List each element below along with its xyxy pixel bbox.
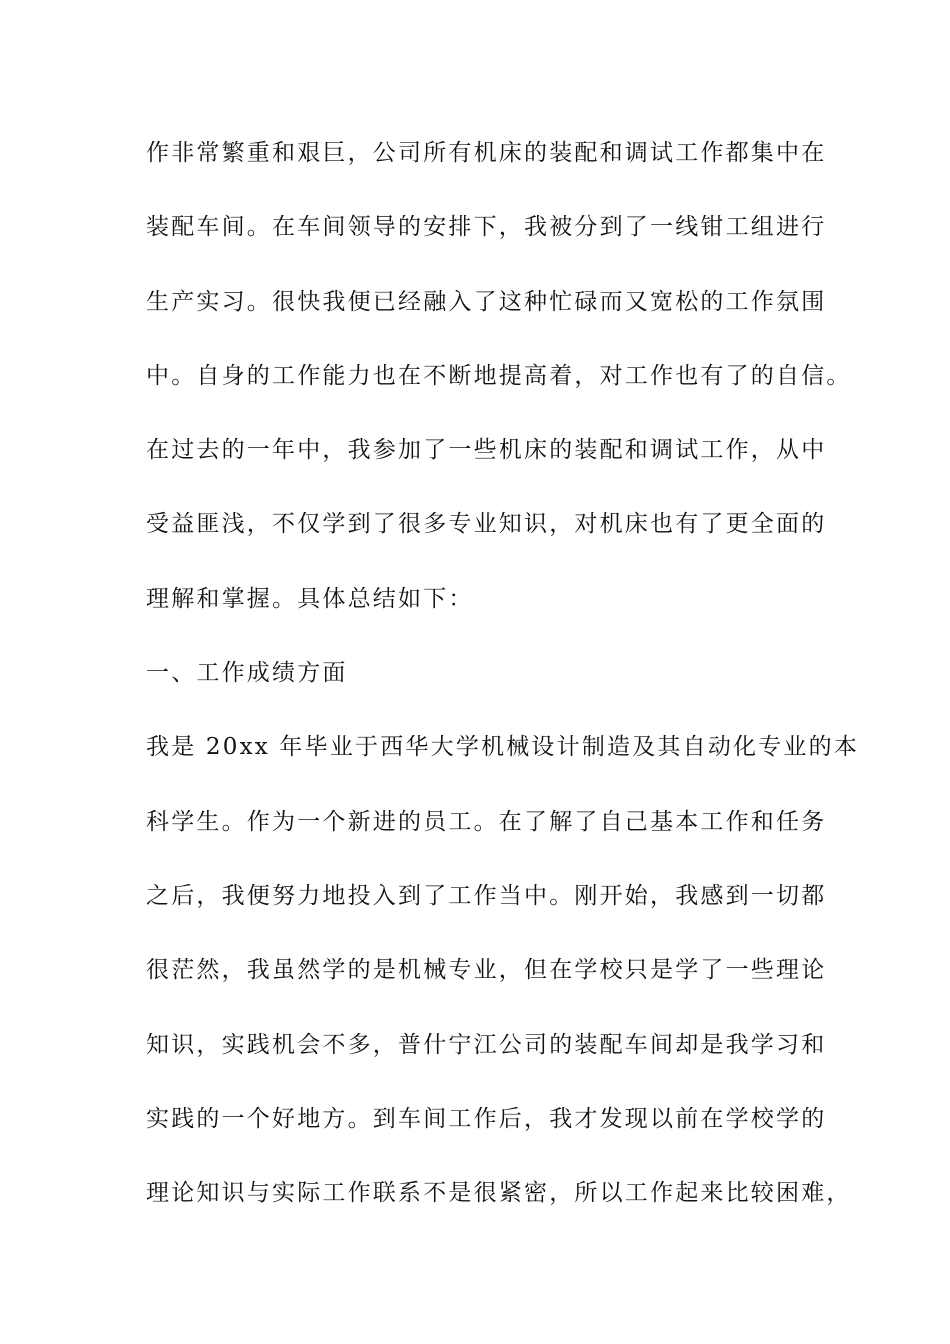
- paragraph-line: 实践的一个好地方。到车间工作后，我才发现以前在学校学的: [146, 1105, 827, 1132]
- paragraph-line: 之后，我便努力地投入到了工作当中。刚开始，我感到一切都: [146, 882, 827, 909]
- body-text: [146, 126, 860, 1240]
- paragraph-line: 科学生。作为一个新进的员工。在了解了自己基本工作和任务: [146, 808, 827, 835]
- paragraph-line: 作非常繁重和艰巨，公司所有机床的装配和调试工作都集中在: [146, 140, 827, 166]
- paragraph-line: 很茫然，我虽然学的是机械专业，但在学校只是学了一些理论: [146, 957, 827, 984]
- paragraph-line: 装配车间。在车间领导的安排下，我被分到了一线钳工组进行: [146, 214, 827, 241]
- paragraph-line: 中。自身的工作能力也在不断地提高着，对工作也有了的自信。: [146, 362, 852, 389]
- paragraph-line: 生产实习。很快我便已经融入了这种忙碌而又宽松的工作氛围: [146, 288, 827, 315]
- paragraph-line: 知识，实践机会不多，普什宁江公司的装配车间却是我学习和: [146, 1031, 827, 1058]
- section-heading: 一、工作成绩方面: [146, 660, 348, 687]
- paragraph-line: 在过去的一年中，我参加了一些机床的装配和调试工作，从中: [146, 437, 827, 464]
- paragraph-line: 我是 20xx 年毕业于西华大学机械设计制造及其自动化专业的本: [146, 734, 860, 761]
- paragraph-line: 受益匪浅，不仅学到了很多专业知识，对机床也有了更全面的: [146, 511, 827, 538]
- paragraph-line: 理解和掌握。具体总结如下：: [146, 585, 474, 612]
- paragraph-line: 理论知识与实际工作联系不是很紧密，所以工作起来比较困难，: [146, 1180, 852, 1207]
